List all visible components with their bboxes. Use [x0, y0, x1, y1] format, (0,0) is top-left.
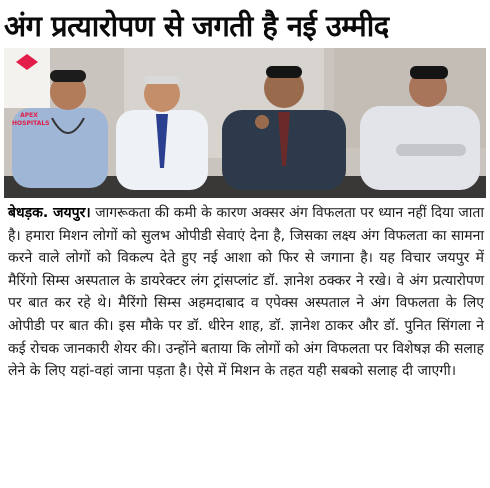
byline: बेधड़क. जयपुर। [8, 205, 91, 221]
event-photo [4, 48, 486, 198]
photo-illustration [4, 48, 486, 198]
article-body [8, 202, 484, 383]
headline: अंग प्रत्यारोपण से जगती है नई उम्मीद [4, 9, 389, 43]
article-text: जागरूकता की कमी के कारण अक्सर अंग विफलता पर ध्यान नहीं दिया जाता है। हमारा मिशन लोगों को सुलभ ओपीडी सेवाएं देना है, जिसका लक्ष्य अंग विफलता का सामना करने वाले लोगों को विकल्प देते हुए नई आशा को फिर से जगाना है। यह विचार जयपुर में मैरिंगो सिम्स अस्पताल के डायरेक्टर लंग ट्रांसप्लांट डॉ. ज्ञानेश ठक्कर ने रखे। वे अंग प्रत्यारोपण पर बात कर रहे थे। मैरिंगो सिम्स अहमदाबाद व एपेक्स अस्पताल ने अंग विफलता के लिए ओपीडी पर बात की। इस मौके पर डॉ. धीरेन शाह, डॉ. ज्ञानेश ठाकर और डॉ. पुनित सिंगला ने कई रोचक जानकारी शेयर की। उन्होंने बताया कि लोगों को अंग विफलता पर विशेषज्ञ की सलाह लेने के लिए यहां-वहां जाना पड़ता है। ऐसे में मिशन के तहत यही सबको सलाह दी जाएगी। [8, 205, 485, 380]
logo-text: APEX HOSPITALS [12, 112, 50, 127]
